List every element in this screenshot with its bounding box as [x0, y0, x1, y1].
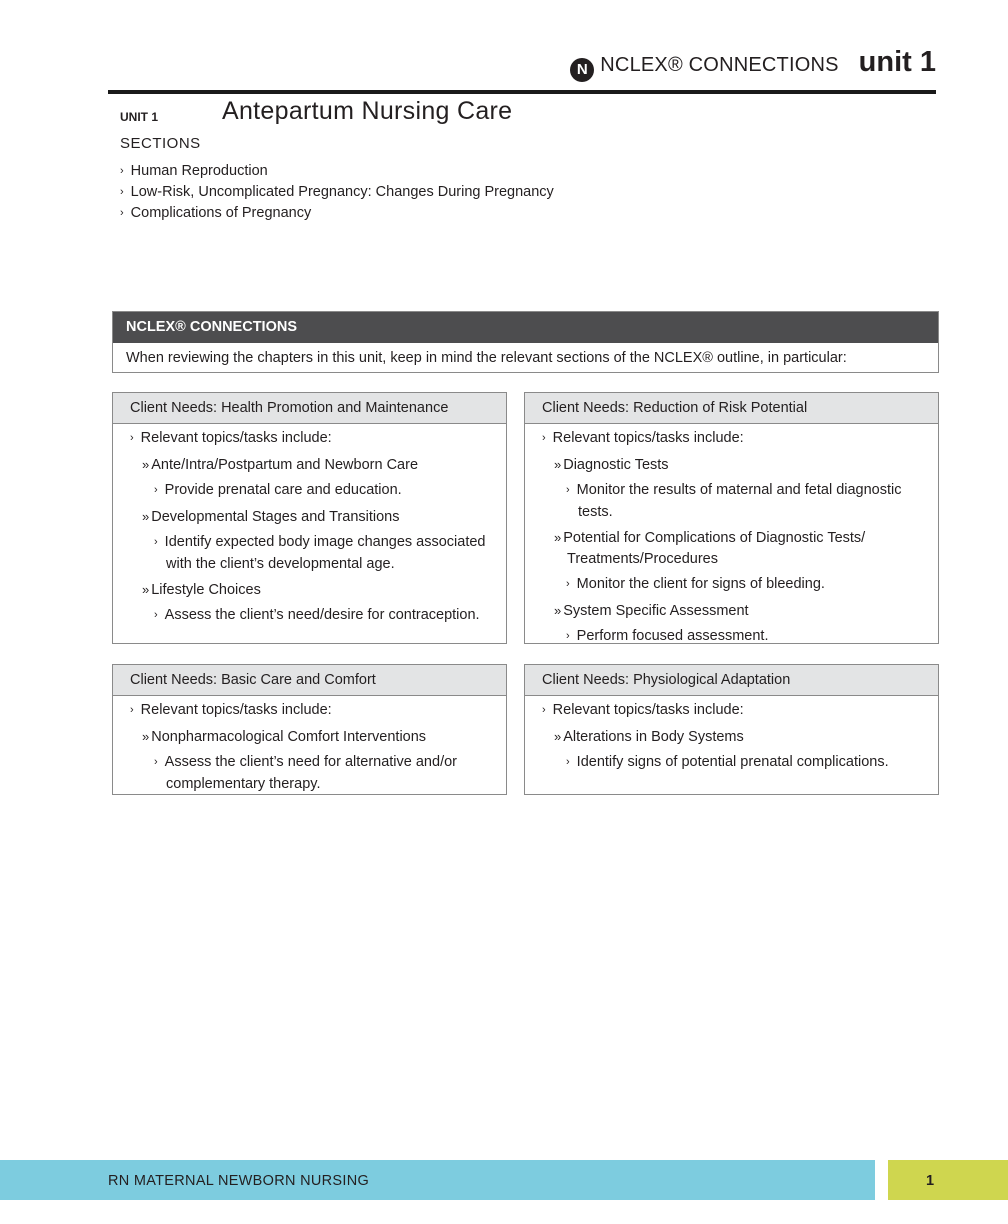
task	[113, 532, 506, 575]
topic	[126, 726, 506, 748]
topic	[538, 527, 938, 570]
topics-intro	[525, 700, 938, 722]
task-text: Provide prenatal care and education.	[164, 482, 402, 498]
chevron-icon: ›	[130, 432, 134, 444]
topic-name: Potential for Complications of Diagnostic Tests/ Treatments/Procedures	[563, 530, 866, 567]
task-text: Perform focused assessment.	[576, 628, 769, 644]
unit-label: unit 1	[858, 46, 936, 78]
topic	[538, 600, 938, 622]
chevron-icon: ›	[566, 578, 570, 590]
client-needs-heading: Client Needs: Physiological Adaptation	[525, 665, 938, 696]
topics-intro-text: Relevant topics/tasks include:	[552, 702, 744, 718]
double-chevron-icon: »	[142, 582, 150, 597]
client-needs-box	[524, 664, 939, 795]
task-text: Identify signs of potential prenatal complications.	[576, 754, 889, 770]
list-item	[120, 203, 554, 224]
list-item	[120, 161, 554, 182]
topic-name: System Specific Assessment	[563, 603, 749, 619]
task	[525, 480, 938, 523]
task	[525, 574, 938, 596]
sections-list	[120, 161, 554, 224]
nclex-heading: NCLEX® CONNECTIONS	[113, 312, 938, 343]
double-chevron-icon: »	[554, 530, 562, 545]
double-chevron-icon: »	[554, 603, 562, 618]
nclex-connections-box	[112, 311, 939, 373]
page-number: 1	[926, 1173, 935, 1189]
chevron-icon: ›	[154, 536, 158, 548]
client-needs-box	[112, 392, 507, 644]
topic-name: Diagnostic Tests	[563, 457, 669, 473]
task-text: Assess the client’s need for alternative and/or complementary therapy.	[164, 754, 457, 792]
chevron-icon: ›	[566, 630, 570, 642]
chevron-icon: ›	[542, 432, 546, 444]
page-title: Antepartum Nursing Care	[222, 97, 513, 125]
topic-name: Alterations in Body Systems	[563, 729, 744, 745]
task	[525, 626, 938, 648]
unit-number: UNIT 1	[120, 110, 159, 124]
task	[113, 752, 506, 795]
double-chevron-icon: »	[142, 457, 150, 472]
task-text: Monitor the results of maternal and fetal diagnostic tests.	[576, 482, 902, 520]
chevron-icon: ›	[542, 704, 546, 716]
topics-intro	[113, 700, 506, 722]
task-text: Assess the client’s need/desire for contraception.	[164, 607, 480, 623]
topics-intro-text: Relevant topics/tasks include:	[140, 430, 332, 446]
chevron-icon: ›	[566, 484, 570, 496]
double-chevron-icon: »	[142, 729, 150, 744]
brand-text: NCLEX® CONNECTIONS	[600, 54, 839, 76]
chevron-icon: ›	[120, 186, 124, 198]
section-link[interactable]: Low-Risk, Uncomplicated Pregnancy: Changes During Pregnancy	[130, 184, 554, 200]
topic	[538, 454, 938, 476]
page-header	[108, 44, 936, 94]
topic-name: Developmental Stages and Transitions	[151, 509, 400, 525]
task-text: Monitor the client for signs of bleeding.	[576, 576, 825, 592]
list-item	[120, 182, 554, 203]
chevron-icon: ›	[154, 756, 158, 768]
client-needs-box	[524, 392, 939, 644]
nclex-intro: When reviewing the chapters in this unit, keep in mind the relevant sections of the NCLEX® outline, in particular:	[126, 350, 847, 366]
sections-label: SECTIONS	[120, 135, 201, 152]
topic	[126, 506, 506, 528]
page-number-box	[888, 1160, 1008, 1200]
task	[113, 605, 506, 627]
topic-name: Lifestyle Choices	[151, 582, 261, 598]
chevron-icon: ›	[120, 207, 124, 219]
chevron-icon: ›	[154, 484, 158, 496]
topic-name: Ante/Intra/Postpartum and Newborn Care	[151, 457, 419, 473]
topics-intro	[113, 428, 506, 450]
chevron-icon: ›	[130, 704, 134, 716]
chevron-icon: ›	[154, 609, 158, 621]
section-link[interactable]: Human Reproduction	[130, 163, 268, 179]
chevron-icon: ›	[120, 165, 124, 177]
topic	[126, 579, 506, 601]
topic	[126, 454, 506, 476]
client-needs-box	[112, 664, 507, 795]
task	[525, 752, 938, 774]
nclex-brand	[570, 46, 936, 79]
nclex-logo-icon: N	[570, 58, 594, 82]
topic	[538, 726, 938, 748]
double-chevron-icon: »	[554, 457, 562, 472]
topics-intro-text: Relevant topics/tasks include:	[552, 430, 744, 446]
double-chevron-icon: »	[554, 729, 562, 744]
topics-intro-text: Relevant topics/tasks include:	[140, 702, 332, 718]
client-needs-heading: Client Needs: Health Promotion and Maintenance	[113, 393, 506, 424]
client-needs-heading: Client Needs: Reduction of Risk Potential	[525, 393, 938, 424]
task	[113, 480, 506, 502]
topics-intro	[525, 428, 938, 450]
section-link[interactable]: Complications of Pregnancy	[130, 205, 312, 221]
footer-title: RN MATERNAL NEWBORN NURSING	[108, 1173, 370, 1189]
topic-name: Nonpharmacological Comfort Interventions	[151, 729, 427, 745]
double-chevron-icon: »	[142, 509, 150, 524]
task-text: Identify expected body image changes associated with the client’s developmental age.	[164, 534, 486, 572]
client-needs-heading: Client Needs: Basic Care and Comfort	[113, 665, 506, 696]
chevron-icon: ›	[566, 756, 570, 768]
